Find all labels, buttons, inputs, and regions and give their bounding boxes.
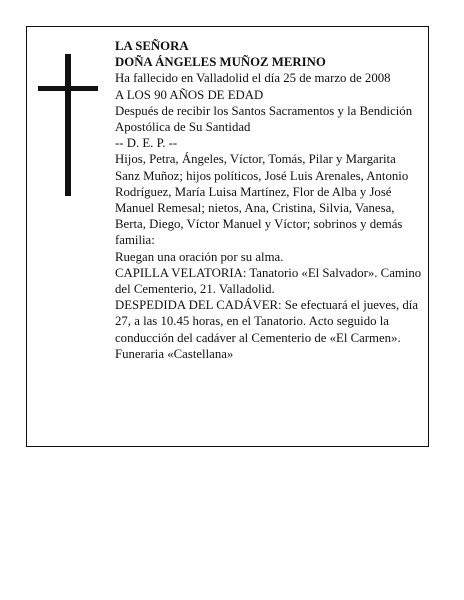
age-info: A LOS 90 AÑOS DE EDAD <box>115 87 264 102</box>
deceased-name: DOÑA ÁNGELES MUÑOZ MERINO <box>115 55 326 70</box>
obituary-text-block <box>115 38 423 362</box>
death-info: Ha fallecido en Valladolid el día 25 de marzo de 2008 <box>115 71 391 86</box>
sacraments-text: Después de recibir los Santos Sacramentos y la Bendición Apostólica de Su Santidad <box>115 103 413 135</box>
cross-icon-crossbar <box>38 86 98 91</box>
wake-chapel-info: CAPILLA VELATORIA: Tanatorio «El Salvador». Camino del Cementerio, 21. Valladolid. <box>115 265 422 297</box>
cross-icon <box>65 54 71 196</box>
title-line: LA SEÑORA <box>115 39 189 53</box>
funeral-info: DESPEDIDA DEL CADÁVER: Se efectuará el jueves, día 27, a las 10.45 horas, en el Tanatorio. Acto seguido la conducción del cadáver al Cementerio de «El Carmen». <box>115 298 419 345</box>
family-list: Hijos, Petra, Ángeles, Víctor, Tomás, Pilar y Margarita Sanz Muñoz; hijos políticos, José Luis Arenales, Antonio Rodríguez, María Luisa Martínez, Flor de Alba y José Manuel Remesal; nietos, Ana, Cristina, Silvia, Vanesa, Berta, Diego, Víctor Manuel y Víctor; sobrinos y demás familia: <box>115 152 409 248</box>
prayer-request: Ruegan una oración por su alma. <box>115 249 284 264</box>
rip-text: -- D. E. P. -- <box>115 136 178 151</box>
funeral-home: Funeraria «Castellana» <box>115 346 234 361</box>
